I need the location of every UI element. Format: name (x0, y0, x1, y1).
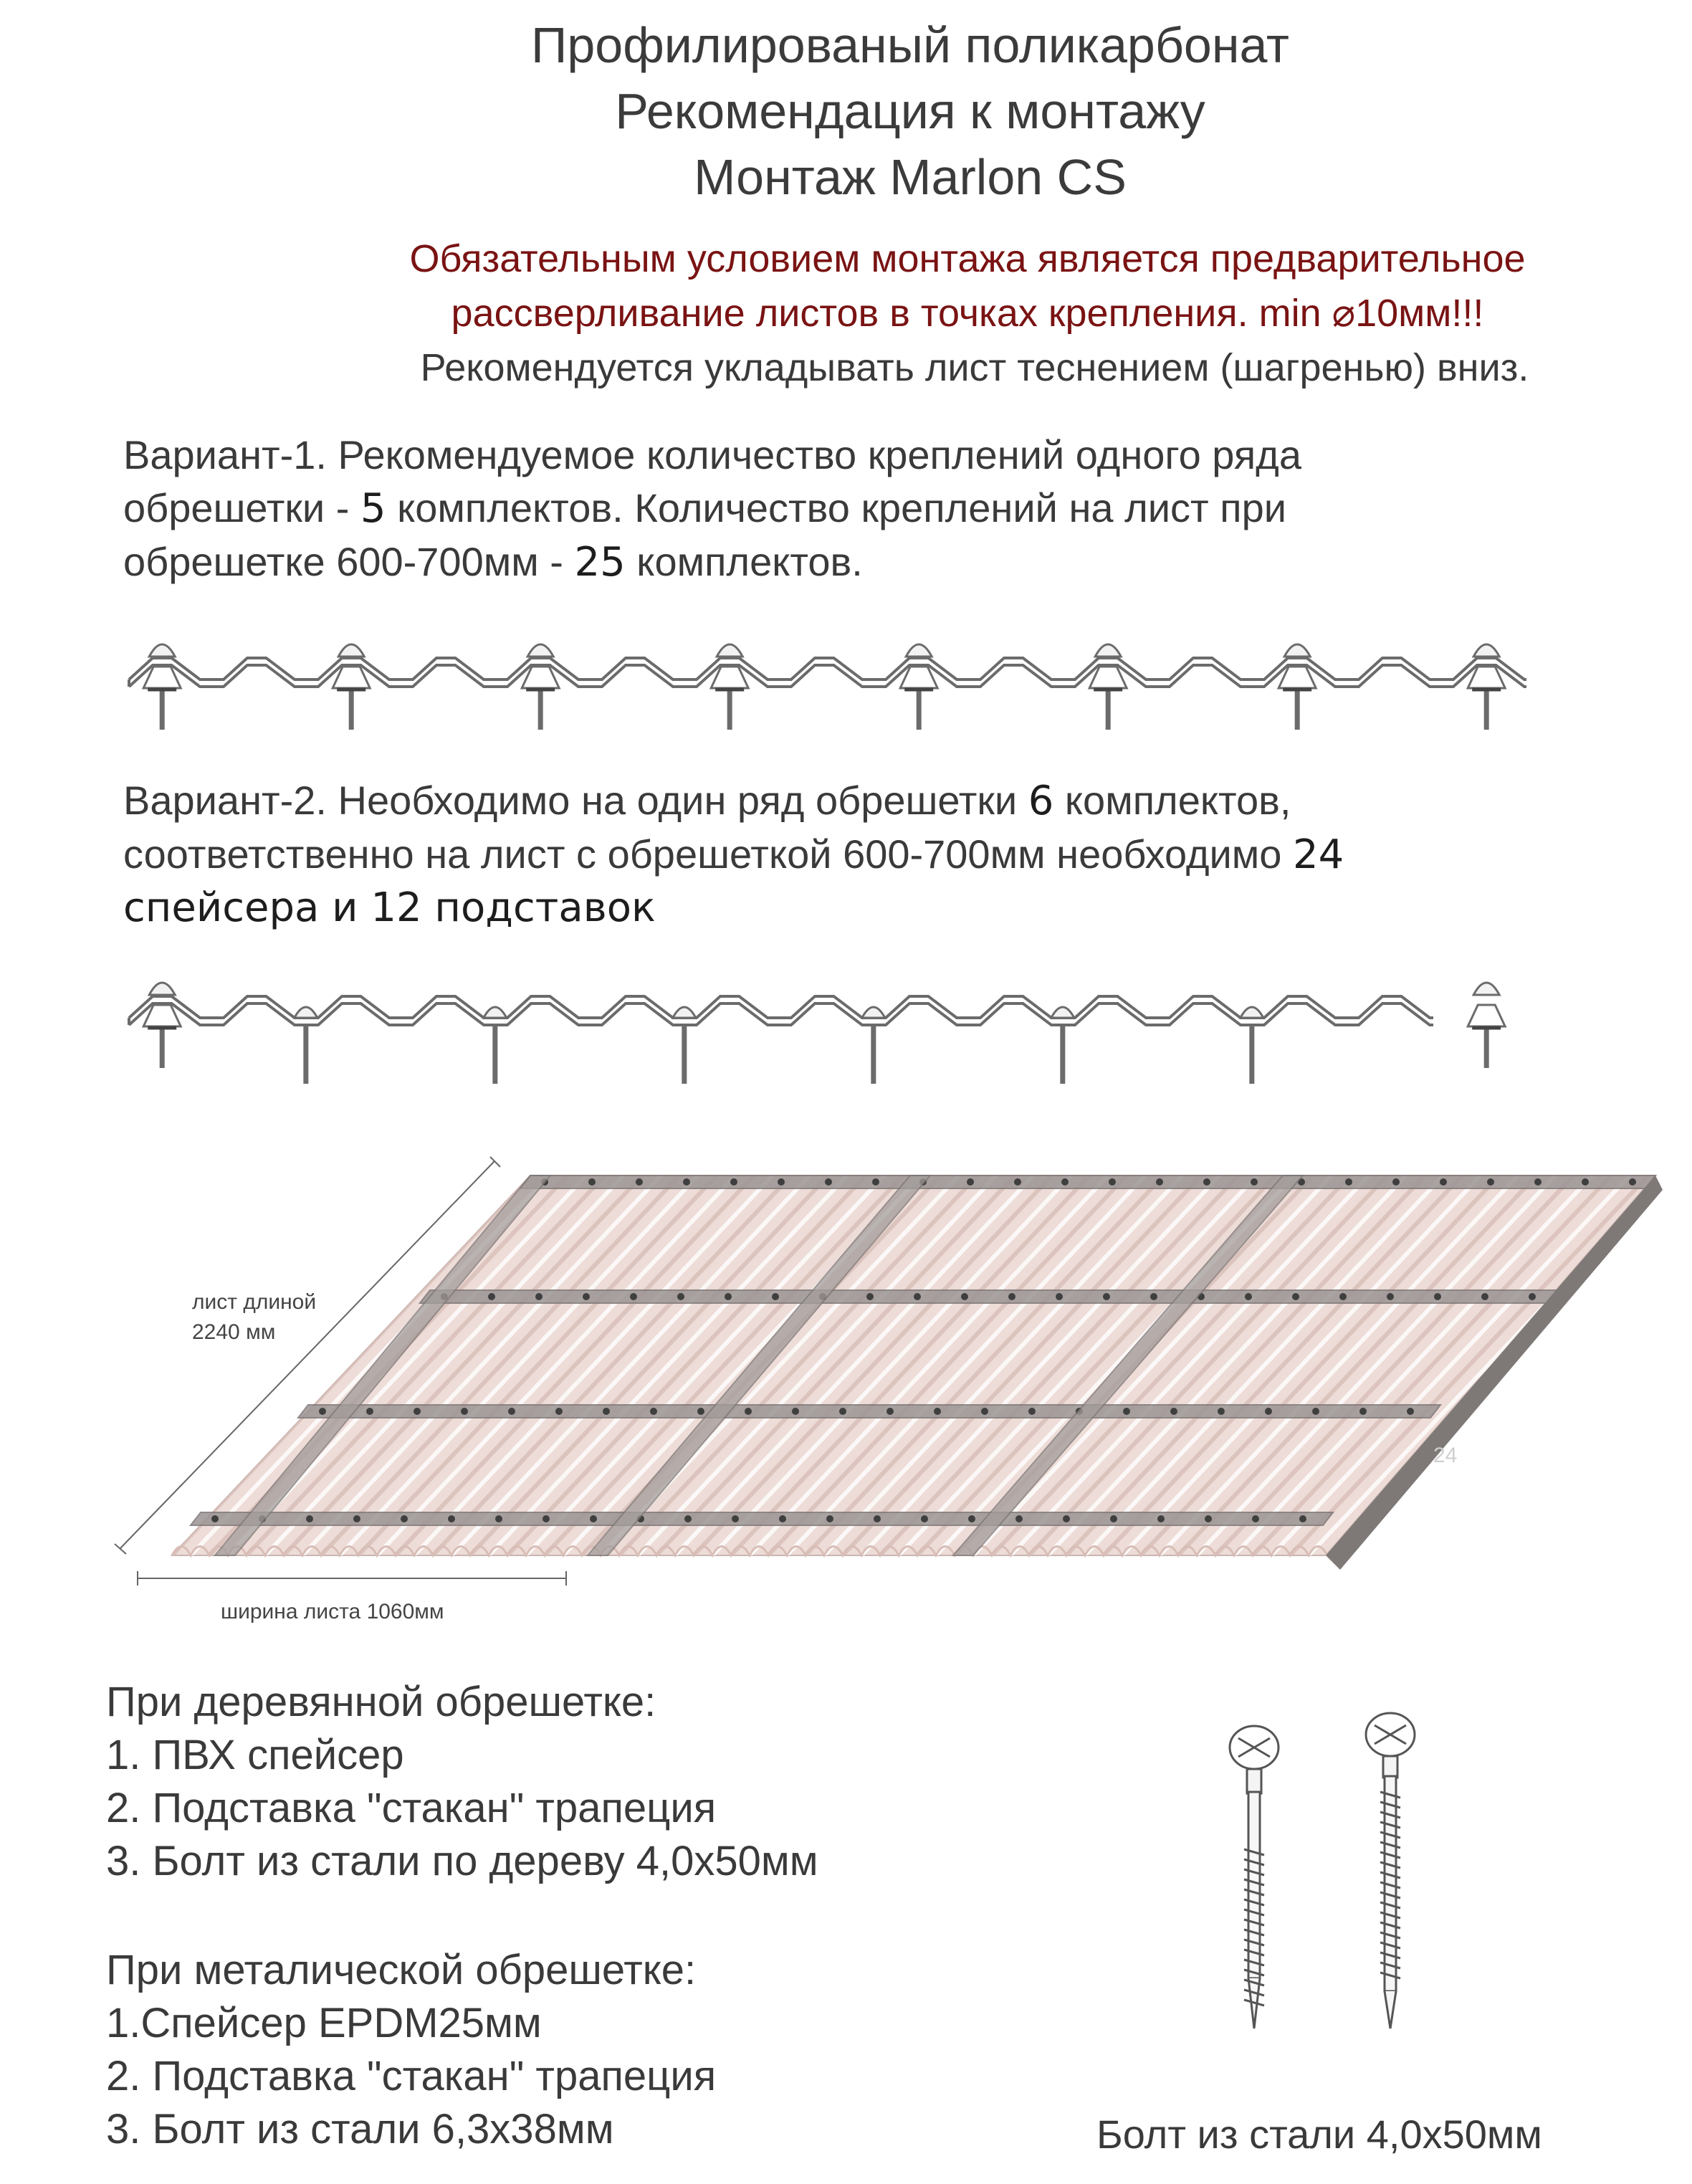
variant-2-line-3: спейсера и 12 подставок (123, 884, 656, 931)
title-line-1: Профилированый поликарбонат (531, 17, 1289, 73)
recommendation-text: Рекомендуется укладывать лист теснением (шагренью) вниз. (420, 346, 1529, 389)
metal-heading: При металической обрешетке: (106, 1947, 697, 1993)
wood-item-3: 3. Болт из стали по дереву 4,0х50мм (106, 1838, 818, 1884)
variant-1-sheet-count: 25 (574, 539, 626, 586)
variant-1-line-3: обрешетке 600-700мм - 25 комплектов. (123, 539, 863, 586)
length-value: 2240 мм (192, 1320, 276, 1344)
warning-line-1: Обязательным условием монтажа является предварительное (409, 237, 1526, 280)
bolt-caption: Болт из стали 4,0х50мм (1096, 2112, 1542, 2157)
variant-1-line-1: Вариант-1. Рекомендуемое количество креплений одного ряда (123, 432, 1301, 477)
wood-heading: При деревянной обрешетке: (106, 1679, 656, 1725)
metal-item-2: 2. Подставка "стакан" трапеция (106, 2053, 717, 2099)
variant-1-line-2: обрешетки - 5 комплектов. Количество креплений на лист при (123, 485, 1287, 532)
variant-2-row-count: 6 (1028, 778, 1054, 824)
variant-1-row-count: 5 (360, 485, 386, 532)
corner-mark: 24 (1433, 1444, 1458, 1467)
variant-2-line-2: соответственно на лист с обрешеткой 600-700мм необходимо 24 (123, 831, 1344, 878)
warning-line-2: рассверливание листов в точках крепления. min ⌀10мм!!! (451, 292, 1484, 335)
wood-screw-icon (1230, 1726, 1278, 2028)
metal-item-3: 3. Болт из стали 6,3х38мм (106, 2106, 614, 2152)
wood-item-1: 1. ПВХ спейсер (106, 1732, 404, 1778)
title-line-3: Монтаж Marlon CS (694, 149, 1127, 205)
metal-screw-icon (1366, 1713, 1415, 2028)
variant-2-line-1: Вариант-2. Необходимо на один ряд обрешетки 6 комплектов, (123, 778, 1291, 824)
title-line-2: Рекомендация к монтажу (615, 83, 1205, 139)
wood-item-2: 2. Подставка "стакан" трапеция (106, 1785, 717, 1831)
metal-item-1: 1.Спейсер EPDM25мм (106, 2000, 542, 2046)
length-label: лист длиной (192, 1290, 317, 1314)
width-label: ширина листа 1060мм (221, 1600, 444, 1623)
variant-2-spacer-count: 24 (1293, 831, 1344, 878)
